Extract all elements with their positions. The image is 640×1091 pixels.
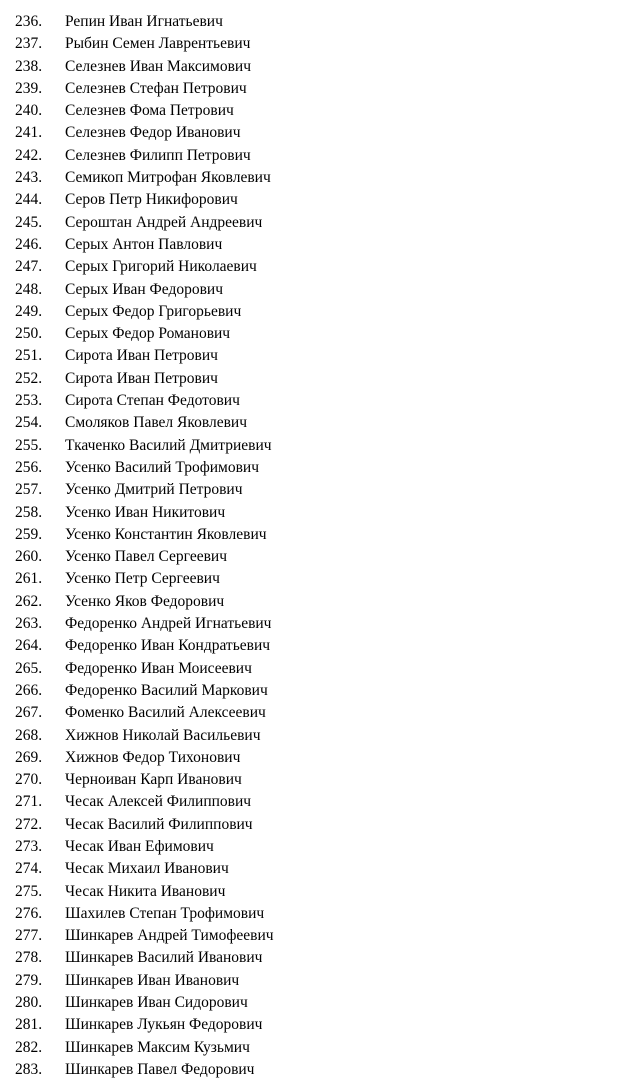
list-item-name: Фоменко Василий Алексеевич (65, 704, 266, 722)
list-item-number: 273. (15, 837, 43, 855)
list-item-name: Селезнев Иван Максимович (65, 57, 252, 75)
list-item-number: 255. (15, 436, 43, 454)
list-item (0, 970, 640, 992)
list-item-name: Селезнев Стефан Петрович (65, 79, 247, 97)
list-item (0, 858, 640, 880)
list-item-name: Усенко Василий Трофимович (65, 458, 259, 476)
list-item-number: 282. (15, 1038, 43, 1056)
list-item-name: Усенко Иван Никитович (65, 503, 226, 521)
list-item (0, 11, 640, 33)
list-item-number: 250. (15, 325, 43, 343)
list-item (0, 680, 640, 702)
list-item-name: Чесак Иван Ефимович (65, 837, 214, 855)
list-item-number: 248. (15, 280, 43, 298)
list-item (0, 568, 640, 590)
list-item-number: 236. (15, 13, 43, 30)
list-item-name: Шинкарев Иван Иванович (65, 971, 240, 989)
list-item-name: Шинкарев Иван Сидорович (65, 994, 248, 1012)
list-item-number: 276. (15, 904, 43, 922)
list-item (0, 234, 640, 256)
list-item-name: Серых Антон Павлович (65, 235, 223, 253)
list-item-name: Рыбин Семен Лаврентьевич (65, 35, 251, 53)
name-list (0, 11, 640, 1081)
list-item (0, 368, 640, 390)
list-item-name: Сирота Иван Петрович (65, 347, 218, 365)
list-item-number: 267. (15, 704, 43, 722)
list-item-name: Смоляков Павел Яковлевич (65, 414, 248, 432)
list-item-number: 280. (15, 994, 43, 1012)
list-item-number: 238. (15, 57, 43, 75)
list-item-number: 263. (15, 615, 43, 633)
list-item-number: 264. (15, 637, 43, 655)
list-item-number: 260. (15, 548, 43, 566)
list-item-name: Усенко Яков Федорович (65, 592, 225, 610)
list-item-number: 275. (15, 882, 43, 900)
list-item (0, 658, 640, 680)
list-item (0, 814, 640, 836)
list-item (0, 56, 640, 78)
list-item-name: Семикоп Митрофан Яковлевич (65, 169, 271, 187)
list-item (0, 122, 640, 144)
list-item (0, 167, 640, 189)
list-item-name: Серов Петр Никифорович (65, 191, 238, 209)
list-item-name: Серых Федор Романович (65, 325, 231, 343)
list-item-name: Усенко Петр Сергеевич (65, 570, 220, 588)
list-item-number: 257. (15, 481, 43, 499)
list-item-number: 254. (15, 414, 43, 432)
list-item-number: 247. (15, 258, 43, 276)
list-item (0, 479, 640, 501)
list-item-number: 270. (15, 771, 43, 789)
list-item-number: 244. (15, 191, 43, 209)
list-item (0, 947, 640, 969)
list-item (0, 412, 640, 434)
list-item (0, 502, 640, 524)
list-item-name: Черноиван Карп Иванович (65, 771, 242, 789)
list-item-name: Усенко Павел Сергеевич (65, 548, 227, 566)
list-item-name: Чесак Василий Филиппович (65, 815, 253, 833)
list-item (0, 591, 640, 613)
list-item-number: 241. (15, 124, 43, 142)
list-item-number: 278. (15, 949, 43, 967)
list-item-number: 242. (15, 146, 43, 164)
list-item-name: Сирота Иван Петрович (65, 369, 218, 387)
list-item-name: Усенко Константин Яковлевич (65, 525, 267, 543)
list-item (0, 279, 640, 301)
list-item (0, 1059, 640, 1081)
list-item-name: Сероштан Андрей Андреевич (65, 213, 263, 231)
list-item (0, 323, 640, 345)
list-item-number: 253. (15, 392, 43, 410)
list-item-name: Чесак Никита Иванович (65, 882, 226, 900)
list-item (0, 613, 640, 635)
list-item-number: 249. (15, 302, 43, 320)
list-item-name: Шинкарев Павел Федорович (65, 1060, 255, 1078)
list-item (0, 189, 640, 211)
list-item (0, 791, 640, 813)
list-item (0, 925, 640, 947)
list-item-number: 256. (15, 458, 43, 476)
list-item (0, 1037, 640, 1059)
list-item-name: Федоренко Василий Маркович (65, 681, 268, 699)
list-item (0, 524, 640, 546)
list-item (0, 702, 640, 724)
list-item (0, 725, 640, 747)
list-item (0, 212, 640, 234)
list-item-number: 272. (15, 815, 43, 833)
list-item (0, 903, 640, 925)
list-item (0, 836, 640, 858)
list-item-number: 258. (15, 503, 43, 521)
list-item (0, 457, 640, 479)
list-item-number: 266. (15, 681, 43, 699)
list-item-number: 268. (15, 726, 43, 744)
list-item-name: Селезнев Фома Петрович (65, 102, 234, 120)
list-item-number: 246. (15, 235, 43, 253)
list-item-name: Федоренко Иван Моисеевич (65, 659, 252, 677)
list-item-name: Шинкарев Максим Кузьмич (65, 1038, 250, 1056)
list-item-name: Чесак Михаил Иванович (65, 860, 229, 878)
list-item (0, 345, 640, 367)
list-item-name: Федоренко Андрей Игнатьевич (65, 615, 272, 633)
list-item-number: 243. (15, 169, 43, 187)
list-item-number: 259. (15, 525, 43, 543)
list-item (0, 145, 640, 167)
list-item-name: Серых Федор Григорьевич (65, 302, 242, 320)
list-item-number: 265. (15, 659, 43, 677)
list-item-name: Репин Иван Игнатьевич (65, 13, 223, 30)
list-item-number: 261. (15, 570, 43, 588)
list-item-name: Шинкарев Василий Иванович (65, 949, 263, 967)
list-item-number: 245. (15, 213, 43, 231)
list-item (0, 100, 640, 122)
list-item-name: Ткаченко Василий Дмитриевич (65, 436, 272, 454)
list-item (0, 635, 640, 657)
list-item-number: 262. (15, 592, 43, 610)
list-item (0, 78, 640, 100)
list-item (0, 435, 640, 457)
list-item-number: 277. (15, 927, 43, 945)
list-item-name: Серых Григорий Николаевич (65, 258, 257, 276)
list-item-number: 271. (15, 793, 43, 811)
list-item (0, 301, 640, 323)
list-item-name: Хижнов Николай Васильевич (65, 726, 261, 744)
list-item (0, 390, 640, 412)
list-item-number: 237. (15, 35, 43, 53)
list-item-name: Шахилев Степан Трофимович (65, 904, 265, 922)
list-item-name: Усенко Дмитрий Петрович (65, 481, 243, 499)
list-item (0, 881, 640, 903)
list-item-name: Чесак Алексей Филиппович (65, 793, 252, 811)
list-item-number: 269. (15, 748, 43, 766)
list-item-number: 240. (15, 102, 43, 120)
list-item-number: 252. (15, 369, 43, 387)
list-item (0, 256, 640, 278)
list-item (0, 1014, 640, 1036)
list-item-name: Хижнов Федор Тихонович (65, 748, 241, 766)
list-item (0, 992, 640, 1014)
list-item-name: Шинкарев Лукьян Федорович (65, 1016, 263, 1034)
list-item-number: 283. (15, 1060, 43, 1078)
list-item (0, 33, 640, 55)
list-item-name: Серых Иван Федорович (65, 280, 224, 298)
list-item-name: Сирота Степан Федотович (65, 392, 240, 410)
list-item-name: Шинкарев Андрей Тимофеевич (65, 927, 274, 945)
list-item-number: 274. (15, 860, 43, 878)
list-item-number: 239. (15, 79, 43, 97)
list-item-name: Селезнев Филипп Петрович (65, 146, 251, 164)
list-item-number: 279. (15, 971, 43, 989)
list-item-name: Федоренко Иван Кондратьевич (65, 637, 271, 655)
list-item (0, 546, 640, 568)
list-item (0, 747, 640, 769)
list-item-name: Селезнев Федор Иванович (65, 124, 241, 142)
list-item (0, 769, 640, 791)
list-item-number: 251. (15, 347, 43, 365)
list-item-number: 281. (15, 1016, 43, 1034)
